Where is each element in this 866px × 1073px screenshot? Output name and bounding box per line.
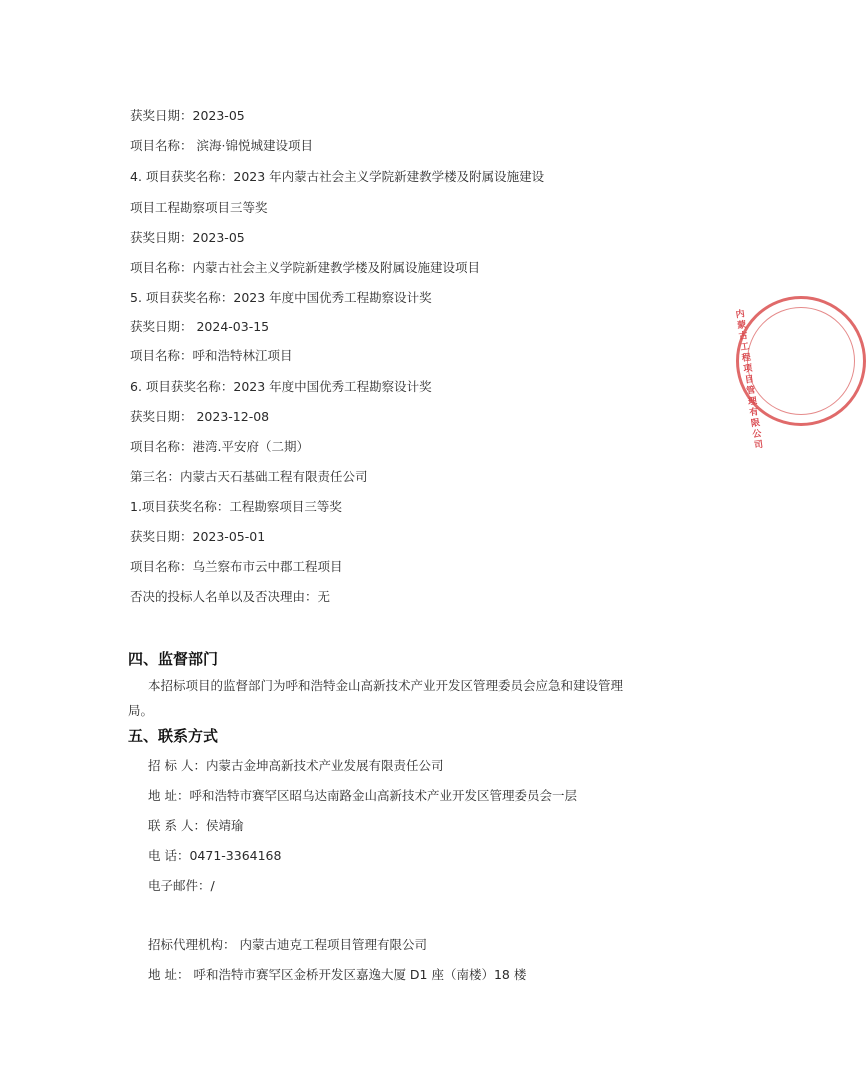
agency-address: 地 址： 呼和浩特市赛罕区金桥开发区嘉逸大厦 D1 座（南楼）18 楼 <box>148 967 527 982</box>
text-line: 项目名称： 滨海·锦悦城建设项目 <box>130 138 313 153</box>
text-line: 获奖日期：2023-05 <box>130 108 245 123</box>
supervision-body-cont: 局。 <box>128 703 154 718</box>
text-line: 项目名称：港湾.平安府（二期） <box>130 439 309 454</box>
text-line: 获奖日期：2023-05-01 <box>130 529 266 544</box>
contact-tenderer: 招 标 人：内蒙古金坤高新技术产业发展有限责任公司 <box>148 758 444 773</box>
contact-email: 电子邮件：/ <box>148 878 215 893</box>
section-heading-supervision: 四、监督部门 <box>128 650 219 668</box>
text-line: 项目工程勘察项目三等奖 <box>130 200 268 215</box>
seal-inner-ring <box>747 307 855 415</box>
text-line: 否决的投标人名单以及否决理由：无 <box>130 589 331 604</box>
seal-text: 内蒙古工程项目管理有限公司 <box>735 309 764 452</box>
agency-name: 招标代理机构： 内蒙古迪克工程项目管理有限公司 <box>148 937 427 952</box>
contact-address: 地 址：呼和浩特市赛罕区昭乌达南路金山高新技术产业开发区管理委员会一层 <box>148 788 577 803</box>
official-seal <box>735 296 866 452</box>
text-line: 项目名称：乌兰察布市云中郡工程项目 <box>130 559 343 574</box>
text-line: 项目名称：内蒙古社会主义学院新建教学楼及附属设施建设项目 <box>130 260 481 275</box>
contact-phone: 电 话：0471-3364168 <box>148 848 282 863</box>
text-line: 1.项目获奖名称：工程勘察项目三等奖 <box>130 499 342 514</box>
text-line: 5. 项目获奖名称：2023 年度中国优秀工程勘察设计奖 <box>130 290 432 305</box>
section-heading-contact: 五、联系方式 <box>128 727 219 745</box>
text-line: 4. 项目获奖名称：2023 年内蒙古社会主义学院新建教学楼及附属设施建设 <box>130 169 545 184</box>
text-line: 获奖日期： 2024-03-15 <box>130 319 270 334</box>
contact-person: 联 系 人：侯靖瑜 <box>148 818 244 833</box>
text-line: 获奖日期：2023-05 <box>130 230 245 245</box>
text-line: 项目名称：呼和浩特林江项目 <box>130 348 293 363</box>
text-line: 获奖日期： 2023-12-08 <box>130 409 270 424</box>
text-line: 第三名：内蒙古天石基础工程有限责任公司 <box>130 469 368 484</box>
text-line: 6. 项目获奖名称：2023 年度中国优秀工程勘察设计奖 <box>130 379 432 394</box>
supervision-body: 本招标项目的监督部门为呼和浩特金山高新技术产业开发区管理委员会应急和建设管理 <box>148 678 624 693</box>
